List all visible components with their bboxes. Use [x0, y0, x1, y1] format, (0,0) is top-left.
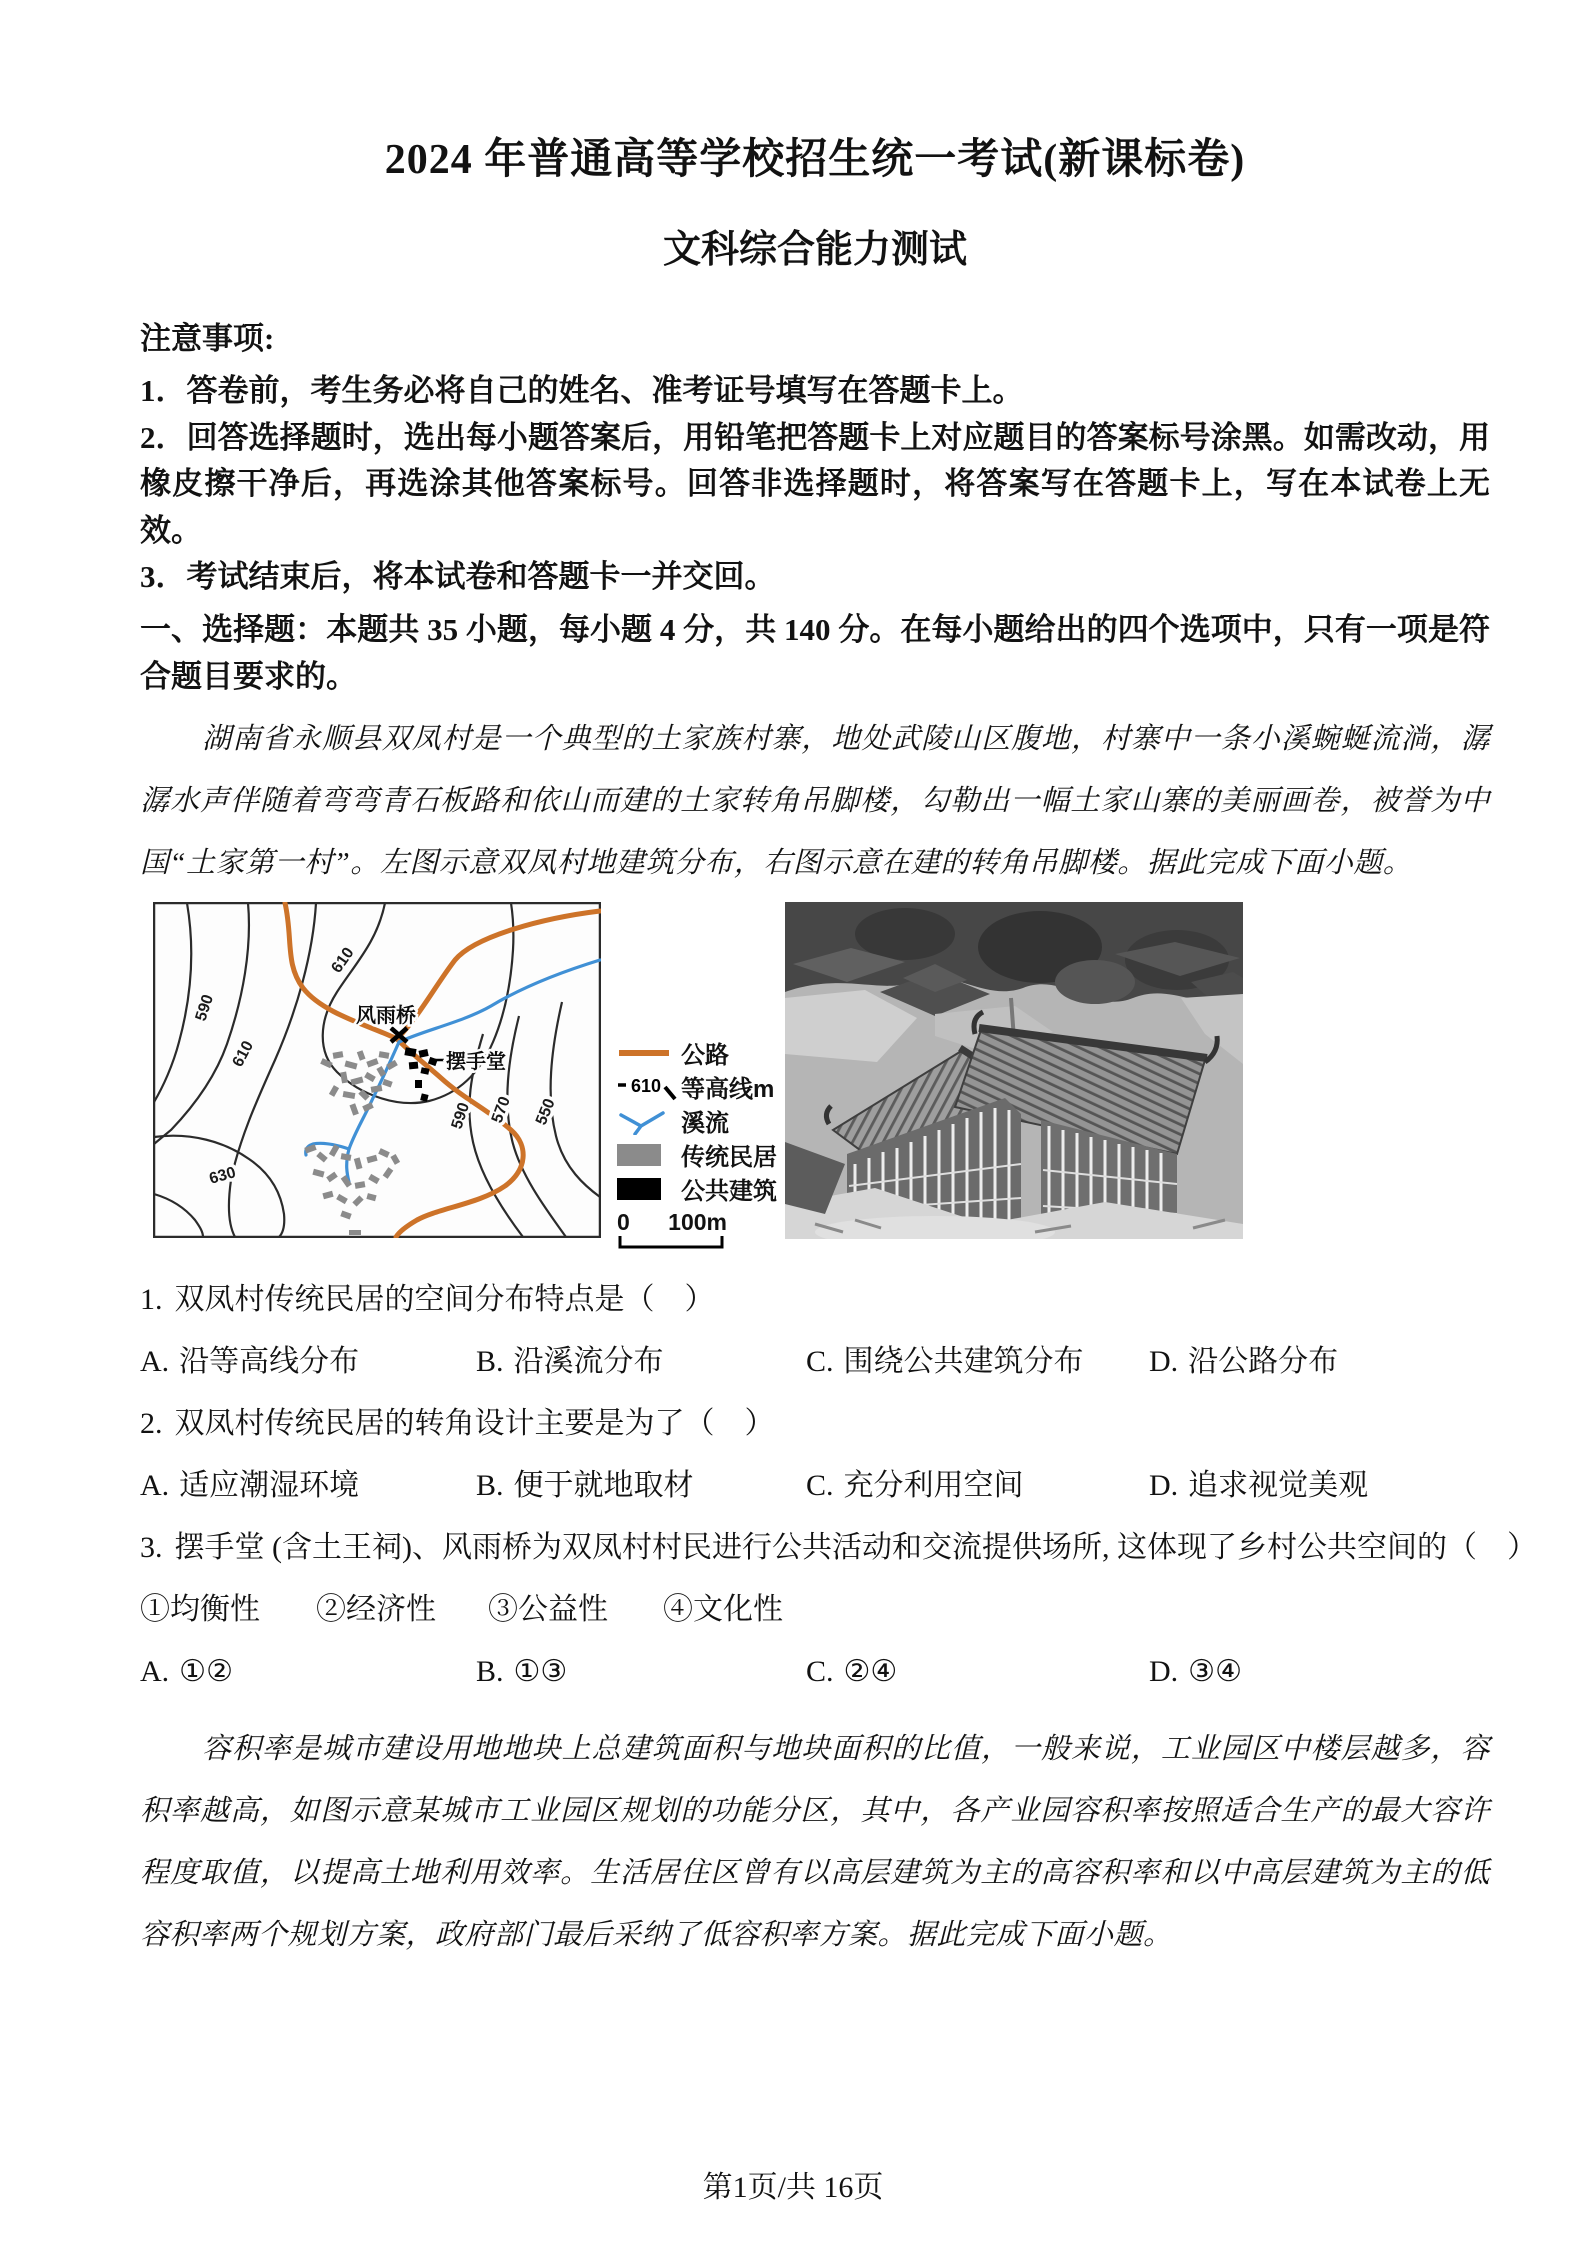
- legend-stream: 溪流: [617, 1106, 767, 1136]
- option-3c: C. ②④: [806, 1654, 898, 1688]
- svg-text:630: 630: [207, 1163, 238, 1188]
- legend-public: 公共建筑: [617, 1174, 767, 1204]
- question-3-number: 3.: [140, 1530, 163, 1564]
- map-legend: [617, 1038, 777, 1255]
- question-2-number: 2.: [140, 1406, 163, 1440]
- suboption-4: ④文化性: [663, 1592, 783, 1626]
- option-3d: D. ③④: [1149, 1654, 1242, 1688]
- svg-text:590: 590: [448, 1100, 474, 1132]
- notice-heading: 注意事项:: [140, 321, 275, 357]
- contour-legend-icon: [617, 1073, 679, 1101]
- construction-photo: [785, 902, 1243, 1244]
- scale-zero: 0: [617, 1208, 630, 1235]
- construction-photo-svg: [785, 902, 1243, 1239]
- suboption-2: ②经济性: [316, 1592, 436, 1626]
- option-2d: D. 追求视觉美观: [1149, 1468, 1369, 1502]
- legend-traditional: 传统民居: [617, 1140, 767, 1170]
- bridge-label: 风雨桥: [356, 1004, 416, 1027]
- question-2-stem: 2. 双凤村传统民居的转角设计主要是为了（ ）: [140, 1406, 775, 1440]
- stream-legend-icon: [617, 1107, 675, 1135]
- notice-item-3: 3．考试结束后，将本试卷和答题卡一并交回。: [140, 559, 776, 595]
- option-2b: B. 便于就地取材: [476, 1468, 694, 1502]
- legend-road: 公路: [617, 1038, 767, 1068]
- question-3-suboptions: [140, 1590, 1490, 1630]
- question-1-options: [140, 1342, 1490, 1382]
- option-2a: A. 适应潮湿环境: [140, 1468, 360, 1502]
- question-2-options: [140, 1466, 1490, 1506]
- option-3b: B. ①③: [476, 1654, 568, 1688]
- road-legend-icon: [617, 1047, 675, 1059]
- svg-text:570: 570: [488, 1094, 514, 1126]
- option-1b: B. 沿溪流分布: [476, 1344, 664, 1378]
- svg-text:610: 610: [229, 1038, 258, 1070]
- scale-100m: 100m: [668, 1208, 727, 1235]
- notice-item-1: 1．答卷前，考生务必将自己的姓名、准考证号填写在答题卡上。: [140, 373, 1024, 409]
- legend-contour: 610 等高线m: [617, 1072, 767, 1102]
- option-2c: C. 充分利用空间: [806, 1468, 1024, 1502]
- contour-map-svg: [153, 902, 601, 1238]
- option-1c: C. 围绕公共建筑分布: [806, 1344, 1084, 1378]
- svg-text:590: 590: [192, 992, 218, 1024]
- svg-text:610: 610: [631, 1075, 662, 1096]
- page-footer: 第1页/共 16页: [702, 2171, 884, 2204]
- question-1-stem: 1. 双凤村传统民居的空间分布特点是（ ）: [140, 1282, 715, 1316]
- map-scale: [617, 1210, 727, 1255]
- village-map: [153, 902, 601, 1238]
- option-1d: D. 沿公路分布: [1149, 1344, 1339, 1378]
- traditional-swatch: [617, 1144, 661, 1166]
- public-swatch: [617, 1178, 661, 1200]
- question-3-options: [140, 1652, 1490, 1692]
- option-1a: A. 沿等高线分布: [140, 1344, 360, 1378]
- notice-item-2: 2．回答选择题时，选出每小题答案后，用铅笔把答题卡上对应题目的答案标号涂黑。如需改动，用橡皮擦干净后，再选涂其他答案标号。回答非选择题时，将答案写在答题卡上，写在本试卷上无效。: [140, 419, 1490, 548]
- questions-section: [140, 1280, 1537, 1692]
- suboption-3: ③公益性: [488, 1592, 608, 1626]
- question-3-stem: 3. 摆手堂 (含土王祠)、风雨桥为双凤村村民进行公共活动和交流提供场所, 这体现了乡村公共空间的（ ）: [140, 1530, 1537, 1564]
- question-1-number: 1.: [140, 1282, 163, 1316]
- scale-bar: [617, 1234, 727, 1250]
- option-3a: A. ①②: [140, 1654, 233, 1688]
- exam-subtitle: 文科综合能力测试: [662, 229, 967, 272]
- section-heading: 一、选择题：本题共 35 小题，每小题 4 分，共 140 分。在每小题给出的四个选项中，只有一项是符合题目要求的。: [140, 611, 1490, 694]
- exam-title: 2024 年普通高等学校招生统一考试(新课标卷): [384, 137, 1246, 183]
- figure-row: [140, 902, 1490, 1242]
- hall-label: 摆手堂: [446, 1050, 506, 1073]
- passage-plot-ratio: 容积率是城市建设用地地块上总建筑面积与地块面积的比值，一般来说，工业园区中楼层越多，容积率越高，如图示意某城市工业园区规划的功能分区，其中，各产业园容积率按照适合生产的最大容许程度取值，以提高土地利用效率。生活居住区曾有以高层建筑为主的高容积率和以中高层建筑为主的低容积率两个规划方案，政府部门最后采纳了低容积率方案。据此完成下面小题。: [140, 1732, 1490, 1951]
- svg-text:610: 610: [328, 944, 358, 977]
- suboption-1: ①均衡性: [140, 1592, 260, 1626]
- passage-shuangfeng-village: 湖南省永顺县双凤村是一个典型的土家族村寨，地处武陵山区腹地，村寨中一条小溪蜿蜒流淌，潺潺水声伴随着弯弯青石板路和依山而建的土家转角吊脚楼，勾勒出一幅土家山寨的美丽画卷，被誉为中国“土家第一村”。左图示意双凤村地建筑分布，右图示意在建的转角吊脚楼。据此完成下面小题。: [140, 722, 1490, 879]
- svg-text:550: 550: [532, 1096, 559, 1128]
